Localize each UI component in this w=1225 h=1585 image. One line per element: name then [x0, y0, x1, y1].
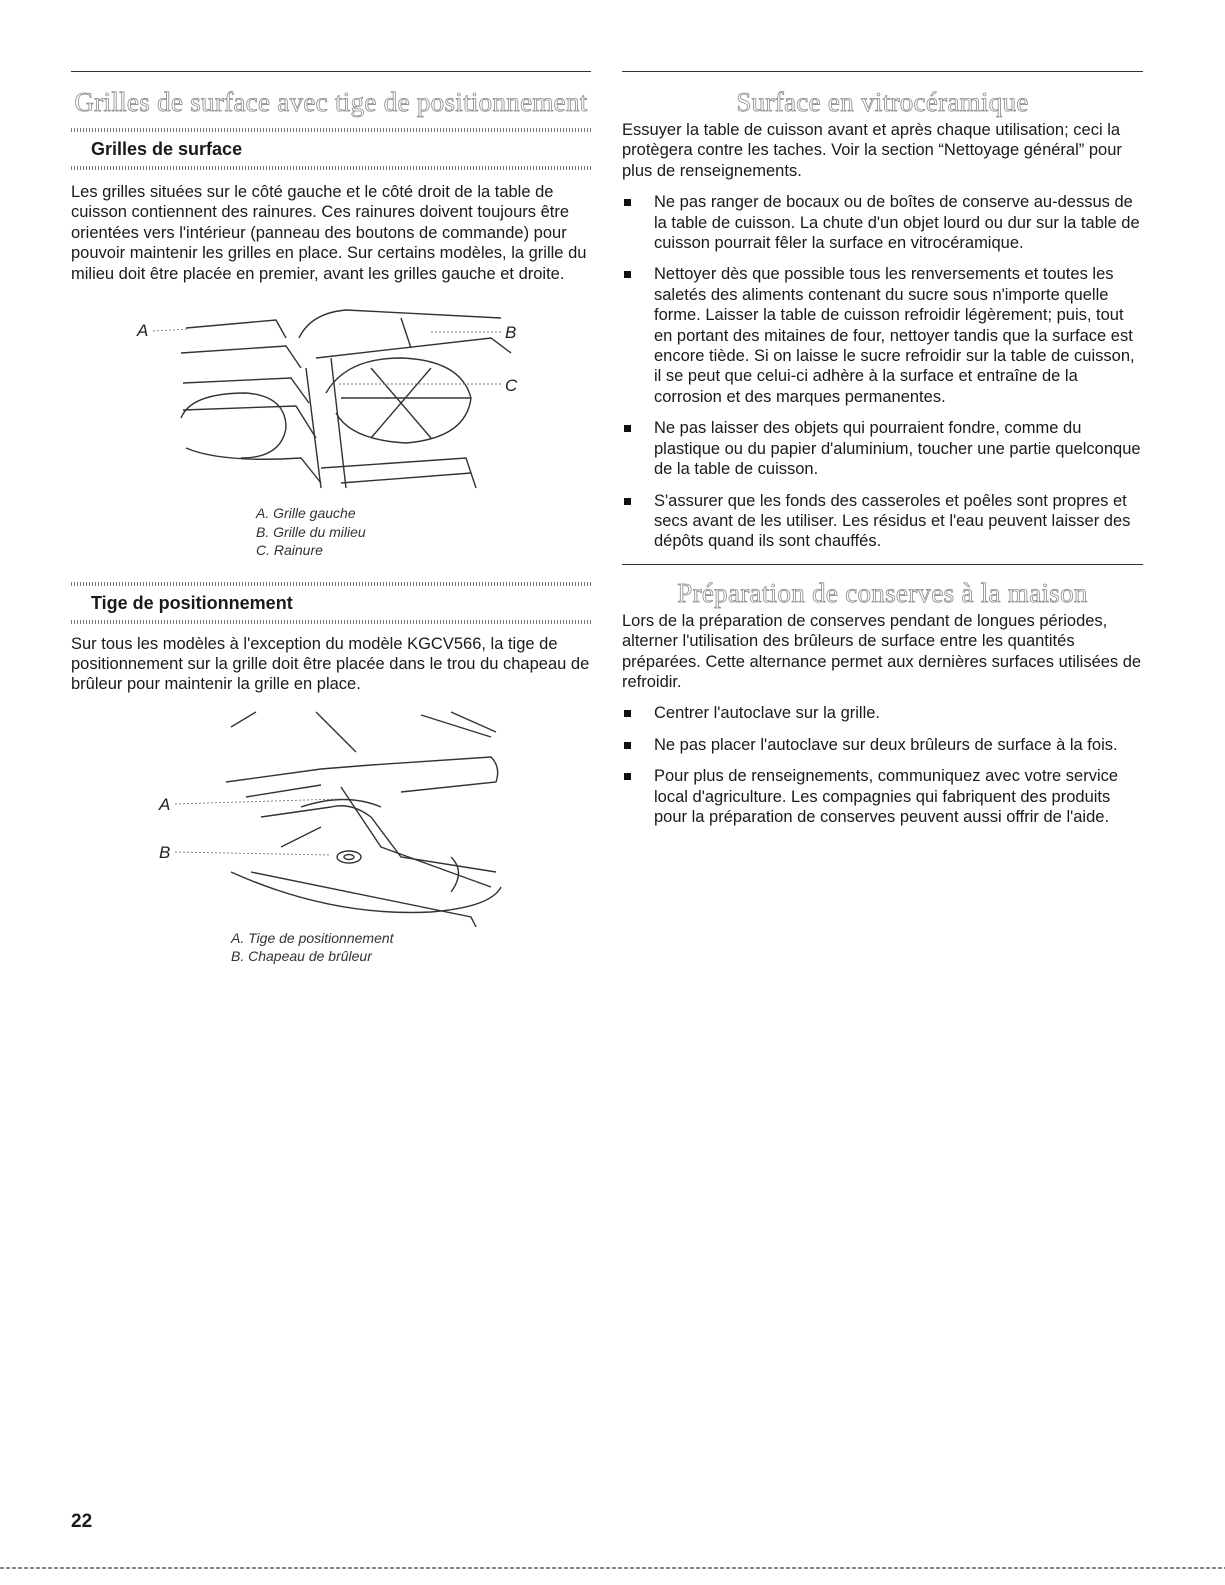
paragraph-grilles: Les grilles situées sur le côté gauche et le côté droit de la table de cuisson contiennent des rainures. Ces rainures doivent toujours être orientées vers l'intérieur (panneau des boutons de commande) pour pouvoir maintenir les grilles en place. Sur certains modèles, la grille du milieu doit être placée en premier, avant les grilles gauche et droite. [71, 183, 587, 283]
bottom-rule [0, 1567, 1225, 1569]
caption-line: B. Grille du milieu [256, 523, 366, 540]
list-item-text: Ne pas ranger de bocaux ou de boîtes de conserve au-dessus de la table de cuisson. La chute d'un objet lourd ou dur sur la table de cuisson pourrait fêler la surface en vitrocéramique. [654, 193, 1140, 253]
caption-line: C. Rainure [256, 542, 323, 559]
bullet-icon [624, 199, 631, 206]
bullet-list-conserves [622, 703, 1143, 827]
section-divider [622, 564, 1143, 565]
list-item [622, 766, 1143, 827]
hatch-divider [71, 166, 591, 170]
label-a: A [137, 321, 149, 341]
list-item-text: Ne pas placer l'autoclave sur deux brûleurs de surface à la fois. [654, 735, 1118, 754]
label-b: B [505, 323, 517, 343]
page-number: 22 [71, 1511, 93, 1532]
section-title-conserves: Préparation de conserves à la maison [677, 577, 1088, 608]
grates-illustration [71, 298, 591, 498]
subheading-grilles-de-surface: Grilles de surface [91, 139, 243, 159]
list-item-text: Nettoyer dès que possible tous les renversements et toutes les saletés des aliments contenant du sucre sous n'importe quelle forme. Laisser la table de cuisson refroidir légèrement; puis, tout en portant des mitaines de four, nettoyer tandis que la surface est encore tiède. Si on laisse le sucre refroidir sur la table de cuisson, il se peut que celui-ci adhère à la surface et entraîne de la corrosion et des marques permanentes. [654, 265, 1135, 406]
figure-positioning-pin [71, 707, 591, 927]
subsection-tige [71, 582, 591, 624]
list-item [622, 703, 1143, 723]
section-title-grilles: Grilles de surface avec tige de positionnement [74, 87, 588, 117]
section-title-vitroceramique: Surface en vitrocéramique [736, 87, 1029, 117]
label-c: C [505, 376, 518, 396]
list-item-text: S'assurer que les fonds des casseroles et poêles sont propres et secs avant de les utiliser. Les résidus et l'eau peuvent laisser des dépôts quand ils sont chauffés. [654, 491, 1131, 551]
bullet-icon [624, 271, 631, 278]
right-column [622, 71, 1143, 827]
caption-line: B. Chapeau de brûleur [231, 948, 372, 965]
bullet-list-vitroceramique [622, 192, 1143, 552]
caption-line: A. Tige de positionnement [231, 929, 394, 946]
caption-line: A. Grille gauche [256, 505, 356, 522]
list-item [622, 418, 1143, 479]
bullet-icon [624, 425, 631, 432]
caption-grates [71, 504, 591, 560]
subsection-grilles-de-surface [71, 128, 591, 170]
positioning-pin-illustration [71, 707, 591, 927]
bullet-icon [624, 710, 631, 717]
top-rule-left [71, 71, 591, 72]
list-item [622, 491, 1143, 552]
paragraph-tige: Sur tous les modèles à l'exception du modèle KGCV566, la tige de positionnement sur la grille doit être placée dans le trou du chapeau de brûleur pour maintenir la grille en place. [71, 634, 590, 694]
list-item [622, 192, 1143, 253]
label-a: A [159, 794, 171, 814]
caption-positioning-pin [71, 929, 591, 966]
bullet-icon [624, 498, 631, 505]
bullet-icon [624, 773, 631, 780]
list-item [622, 264, 1143, 407]
list-item-text: Ne pas laisser des objets qui pourraient fondre, comme du plastique ou du papier d'aluminium, toucher une partie quelconque de la table de cuisson. [654, 419, 1141, 479]
left-column [71, 71, 591, 966]
top-rule-right [622, 71, 1143, 72]
list-item-text: Pour plus de renseignements, communiquez avec votre service local d'agriculture. Les compagnies qui fabriquent des produits pour la préparation de conserves peuvent aussi offrir de l'aide. [654, 767, 1119, 826]
list-item-text: Centrer l'autoclave sur la grille. [654, 704, 880, 723]
subheading-tige: Tige de positionnement [91, 592, 293, 613]
hatch-divider [71, 620, 591, 624]
bullet-icon [624, 742, 631, 749]
figure-grates [71, 298, 591, 498]
list-item [622, 735, 1143, 755]
paragraph-vitroceramique: Essuyer la table de cuisson avant et après chaque utilisation; ceci la protègera contre les taches. Voir la section “Nettoyage général” pour plus de renseignements. [622, 121, 1122, 180]
paragraph-conserves: Lors de la préparation de conserves pendant de longues périodes, alterner l'utilisation des brûleurs de surface entre les quantités préparées. Cette alternance permet aux dernières surfaces utilisées de refroidir. [622, 611, 1142, 691]
label-b: B [159, 842, 171, 862]
